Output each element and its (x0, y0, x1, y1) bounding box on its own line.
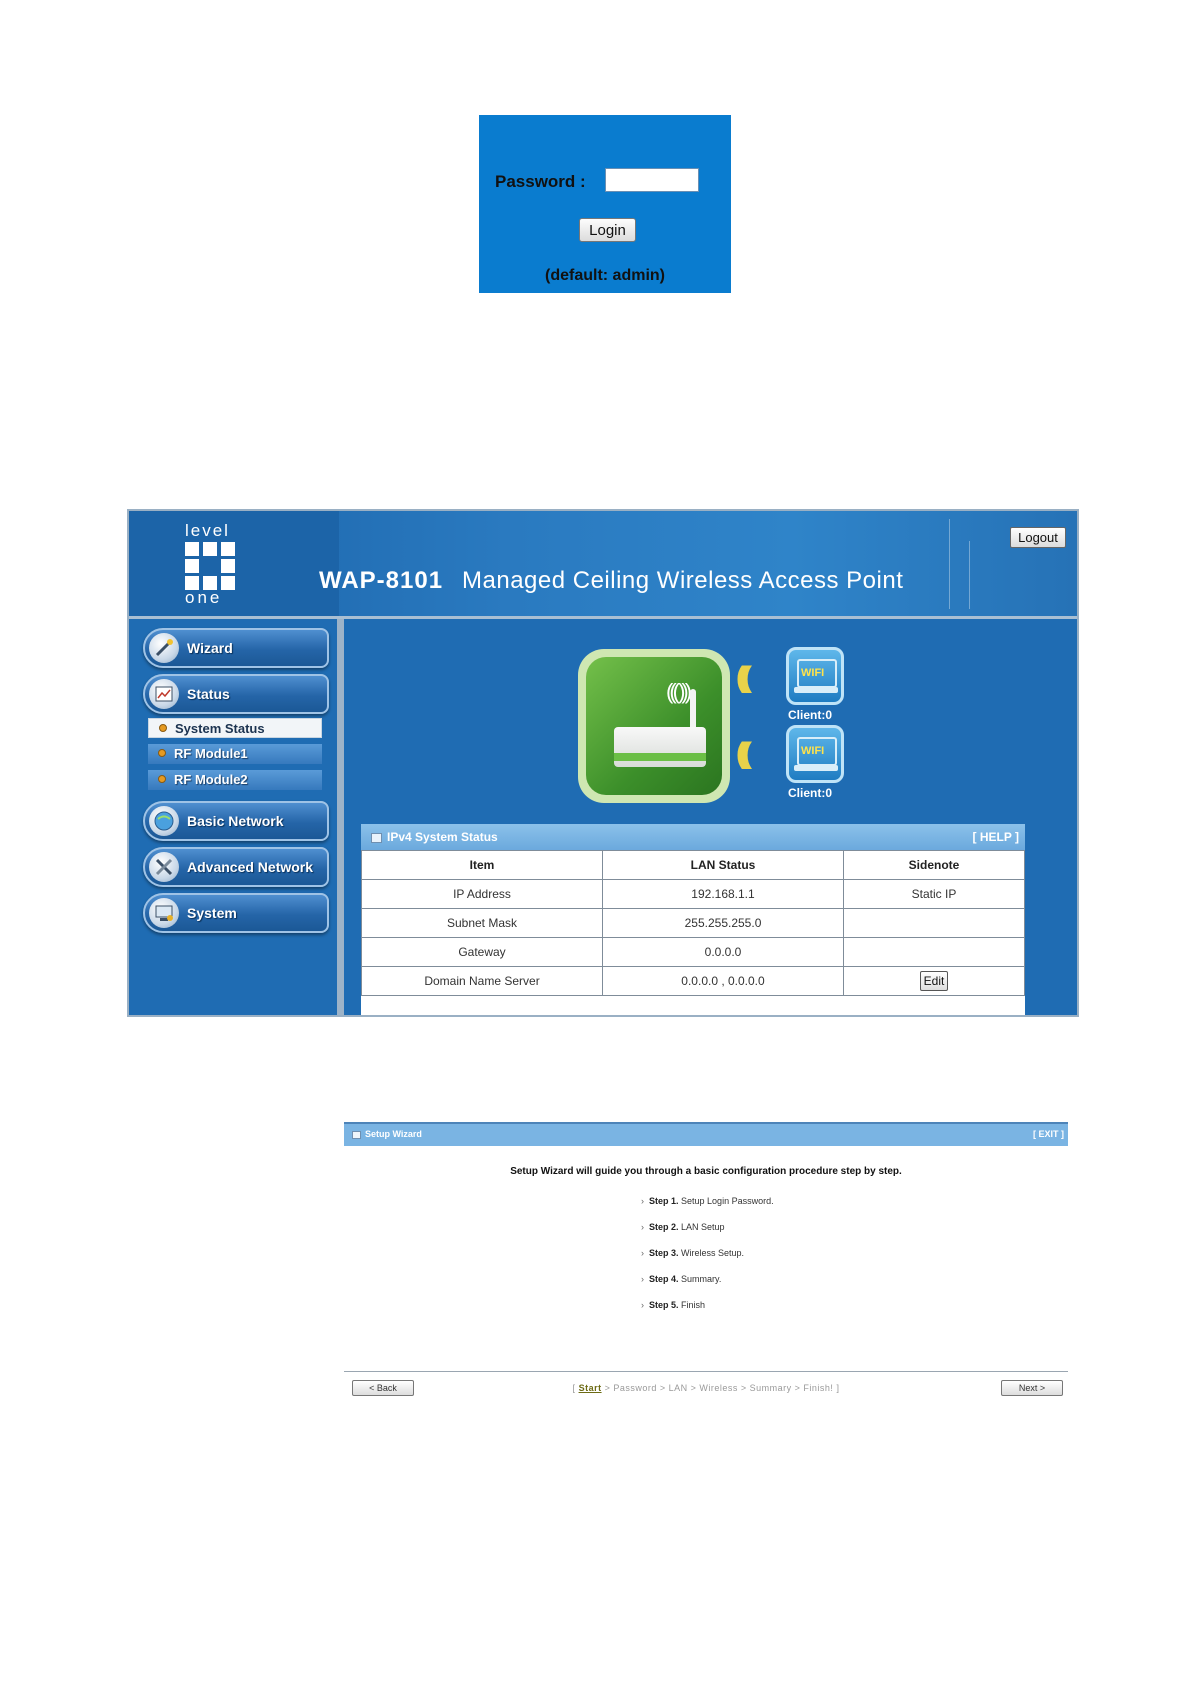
banner-decoration (969, 541, 970, 609)
ipv4-status-panel (361, 824, 1025, 1017)
table-row (362, 967, 1025, 996)
sidebar (129, 619, 337, 1017)
column-header: LAN Status (603, 851, 844, 880)
nav-status[interactable] (143, 674, 329, 714)
step-text: LAN Setup (681, 1222, 725, 1232)
model-name: WAP-8101 (319, 567, 444, 594)
wizard-divider (344, 1371, 1068, 1372)
wizard-step (641, 1248, 744, 1258)
access-point-icon (586, 657, 722, 795)
step-number: Step 1. (649, 1196, 679, 1206)
broadcast-icon: ((( ))) (666, 679, 689, 704)
breadcrumb-current[interactable]: Start (578, 1383, 602, 1393)
table-cell: Gateway (362, 938, 603, 967)
table-cell (844, 967, 1025, 996)
client-count-label: Client:0 (788, 708, 833, 722)
table-row (362, 938, 1025, 967)
nav-basic-network-label: Basic Network (187, 813, 284, 829)
client-count-label: Client:0 (788, 786, 833, 800)
login-panel (479, 115, 731, 293)
laptop-base (794, 687, 838, 693)
back-button[interactable]: < Back (352, 1380, 414, 1396)
step-number: Step 5. (649, 1300, 679, 1310)
client-device-icon (786, 725, 844, 783)
password-label: Password : (495, 172, 586, 191)
wizard-step (641, 1274, 721, 1284)
access-point-illustration (578, 649, 730, 803)
table-header-row (362, 851, 1025, 880)
router-led-strip (614, 753, 706, 761)
table-cell: 0.0.0.0 (603, 938, 844, 967)
nav-advanced-network[interactable] (143, 847, 329, 887)
bullet-icon (158, 749, 166, 757)
wizard-header (344, 1122, 1068, 1146)
nav-system[interactable] (143, 893, 329, 933)
nav-advanced-network-label: Advanced Network (187, 859, 314, 875)
arrow-icon: › (641, 1222, 644, 1232)
logo-area (129, 511, 339, 616)
nav-status-label: Status (187, 686, 230, 702)
logout-button[interactable]: Logout (1010, 527, 1066, 548)
arrow-icon: › (641, 1248, 644, 1258)
main-content (344, 619, 1077, 1017)
wizard-step (641, 1222, 725, 1232)
sidebar-item-label: RF Module2 (174, 772, 248, 787)
bullet-icon (158, 775, 166, 783)
wizard-panel-icon (352, 1131, 361, 1139)
status-table (361, 850, 1025, 996)
password-input[interactable] (605, 168, 699, 192)
wizard-step (641, 1300, 705, 1310)
breadcrumb-bracket: ] (836, 1383, 840, 1393)
sidebar-item-rf-module2[interactable] (148, 770, 322, 790)
table-cell (844, 909, 1025, 938)
chart-icon (149, 679, 179, 709)
nav-wizard[interactable] (143, 628, 329, 668)
admin-console (127, 509, 1079, 1017)
logo-text-top: level (185, 521, 230, 540)
step-text: Summary. (681, 1274, 722, 1284)
table-cell: Domain Name Server (362, 967, 603, 996)
tools-icon (149, 852, 179, 882)
next-button[interactable]: Next > (1001, 1380, 1063, 1396)
wifi-badge: WIFI (801, 667, 825, 679)
wifi-signal-icon: ((( (736, 661, 745, 694)
arrow-icon: › (641, 1196, 644, 1206)
exit-link[interactable]: [ EXIT ] (1033, 1129, 1064, 1139)
levelone-logo-icon (185, 542, 235, 590)
nav-wizard-label: Wizard (187, 640, 233, 656)
wizard-breadcrumb (344, 1383, 1068, 1393)
antenna-icon (690, 689, 696, 731)
table-cell: Subnet Mask (362, 909, 603, 938)
table-cell: Static IP (844, 880, 1025, 909)
computer-icon (149, 898, 179, 928)
table-cell (844, 938, 1025, 967)
step-number: Step 4. (649, 1274, 679, 1284)
default-password-hint: (default: admin) (545, 267, 665, 284)
wand-icon (149, 633, 179, 663)
sidebar-item-label: RF Module1 (174, 746, 248, 761)
laptop-base (794, 765, 838, 771)
client-device-icon (786, 647, 844, 705)
step-number: Step 2. (649, 1222, 679, 1232)
table-cell: IP Address (362, 880, 603, 909)
table-cell: 0.0.0.0 , 0.0.0.0 (603, 967, 844, 996)
arrow-icon: › (641, 1274, 644, 1284)
panel-icon (371, 833, 382, 843)
nav-basic-network[interactable] (143, 801, 329, 841)
panel-title: IPv4 System Status (387, 830, 498, 844)
logo-text-bottom: one (185, 588, 223, 607)
edit-dns-button[interactable]: Edit (920, 971, 948, 991)
sidebar-item-system-status[interactable] (148, 718, 322, 738)
banner-decoration (949, 519, 950, 609)
wifi-badge: WIFI (801, 745, 825, 757)
globe-icon (149, 806, 179, 836)
step-number: Step 3. (649, 1248, 679, 1258)
column-header: Item (362, 851, 603, 880)
product-name: Managed Ceiling Wireless Access Point (462, 567, 904, 594)
setup-wizard (344, 1122, 1068, 1402)
nav-system-label: System (187, 905, 237, 921)
header-banner (129, 511, 1077, 616)
wifi-signal-icon: ((( (736, 737, 745, 770)
wizard-title: Setup Wizard (365, 1129, 422, 1139)
router-icon (614, 727, 706, 767)
table-row (362, 909, 1025, 938)
breadcrumb-rest: > Password > LAN > Wireless > Summary > Finish! (604, 1383, 834, 1393)
wizard-intro: Setup Wizard will guide you through a basic configuration procedure step by step. (510, 1166, 902, 1177)
sidebar-item-label: System Status (175, 721, 265, 736)
sidebar-item-rf-module1[interactable] (148, 744, 322, 764)
help-link[interactable]: [ HELP ] (972, 830, 1019, 844)
table-row (362, 880, 1025, 909)
login-button[interactable]: Login (579, 218, 636, 242)
step-text: Setup Login Password. (681, 1196, 774, 1206)
table-cell: 192.168.1.1 (603, 880, 844, 909)
wizard-step (641, 1196, 774, 1206)
breadcrumb-bracket: [ (572, 1383, 576, 1393)
panel-header (361, 824, 1025, 850)
column-header: Sidenote (844, 851, 1025, 880)
bullet-icon (159, 724, 167, 732)
table-cell: 255.255.255.0 (603, 909, 844, 938)
step-text: Finish (681, 1300, 706, 1310)
arrow-icon: › (641, 1300, 644, 1310)
sidebar-divider (337, 619, 344, 1017)
step-text: Wireless Setup. (681, 1248, 745, 1258)
